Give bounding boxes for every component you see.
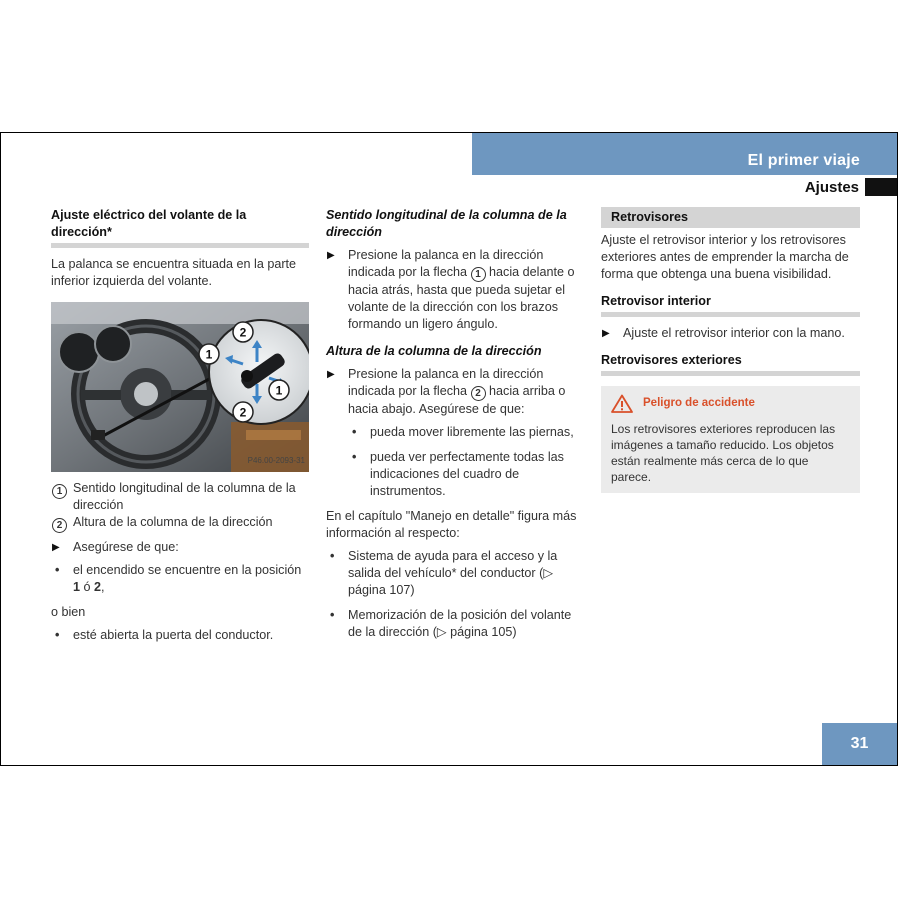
column-1 <box>51 207 309 652</box>
legend-number-1: 1 <box>52 484 67 499</box>
legend-number-2: 2 <box>52 518 67 533</box>
action-height-post: hacia arriba o hacia abajo. Asegúrese de que: <box>348 384 566 416</box>
bullet-instruments-text: pueda ver perfectamente todas las indicaciones del cuadro de instrumentos. <box>370 450 564 498</box>
page-number: 31 <box>822 723 897 765</box>
action-check <box>51 539 309 556</box>
action-interior-mirror <box>601 325 860 342</box>
section-tab-marker <box>865 178 897 196</box>
bullet-dot-icon: • <box>330 549 335 563</box>
legend-item-1 <box>51 480 309 514</box>
ref-entry-assist <box>326 548 583 599</box>
bullet-dot-icon: • <box>352 450 357 464</box>
triangle-right-icon: ▶ <box>327 369 335 380</box>
mirrors-text: Ajuste el retrovisor interior y los retrovisores exteriores antes de emprender la marcha de forma que obtenga una buena visibilidad. <box>601 233 849 281</box>
bullet-door <box>51 627 309 644</box>
warning-text: Los retrovisores exteriores reproducen las imágenes a tamaño reducido. Los objetos están realmente más cerca de lo que parece. <box>611 422 836 484</box>
or-text: o bien <box>51 605 86 619</box>
bullet-instruments <box>348 449 583 500</box>
arrow-number-2: 2 <box>471 386 486 401</box>
arrow-number-1: 1 <box>471 267 486 282</box>
bullet-dot-icon: • <box>55 628 60 642</box>
callout-1-right-label: 1 <box>275 383 283 398</box>
action-height <box>326 366 583 418</box>
action-longitudinal-pre: Presione la palanca en la dirección indicada por la flecha <box>348 248 544 279</box>
bullet-ignition-pre: el encendido se encuentre en la posición <box>73 563 302 577</box>
warning-triangle-icon <box>611 394 633 413</box>
heading-exterior-mirrors: Retrovisores exteriores <box>601 352 860 376</box>
legend-text-2: Altura de la columna de la dirección <box>73 515 273 529</box>
column-3 <box>601 207 860 493</box>
bullet-ignition <box>51 562 309 596</box>
callout-2-bottom <box>233 402 253 422</box>
manual-page <box>0 132 898 766</box>
heading-interior-mirror: Retrovisor interior <box>601 293 860 317</box>
action-height-pre: Presione la palanca en la dirección indicada por la flecha <box>348 367 544 398</box>
action-interior-mirror-text: Ajuste el retrovisor interior con la mano. <box>623 326 845 340</box>
heading-height: Altura de la columna de la dirección <box>326 344 542 358</box>
action-longitudinal-post: hacia delante o hacia atrás, hasta que pueda sujetar el volante de la dirección con los brazos formando un ligero ángulo. <box>348 265 575 331</box>
heading-steering-adjust: Ajuste eléctrico del volante de la dirección* <box>51 207 309 248</box>
callout-2-bottom-label: 2 <box>239 405 247 420</box>
action-check-text: Asegúrese de que: <box>73 540 179 554</box>
callout-1-right <box>269 380 289 400</box>
ignition-position-2: 2 <box>94 580 102 594</box>
triangle-right-icon: ▶ <box>327 250 335 261</box>
section-title: Ajustes <box>804 179 859 196</box>
intro-text: La palanca se encuentra situada en la parte inferior izquierda del volante. <box>51 257 297 288</box>
bullet-dot-icon: • <box>352 425 357 439</box>
warning-title: Peligro de accidente <box>643 397 755 409</box>
heading-mirrors: Retrovisores <box>601 207 860 228</box>
bullet-ignition-mid: ó <box>80 580 95 594</box>
legend-item-2 <box>51 514 309 531</box>
bullet-dot-icon: • <box>330 608 335 622</box>
callout-1-left <box>199 344 219 364</box>
action-longitudinal <box>326 247 583 333</box>
ref-memory <box>326 607 583 641</box>
bullet-legs-text: pueda mover libremente las piernas, <box>370 425 574 439</box>
photo-code: P46.00-2093-31 <box>247 456 305 465</box>
more-info-text: En el capítulo "Manejo en detalle" figura más información al respecto: <box>326 509 577 540</box>
callout-2-top-label: 2 <box>239 325 247 340</box>
ref-memory-text: Memorización de la posición del volante de la dirección (▷ página 105) <box>348 608 572 639</box>
ignition-position-1: 1 <box>73 580 81 594</box>
legend-text-1: Sentido longitudinal de la columna de la dirección <box>73 481 296 512</box>
ref-entry-assist-text: Sistema de ayuda para el acceso y la salida del vehículo* del conductor (▷ página 107) <box>348 549 558 597</box>
chapter-header-bar <box>472 133 898 175</box>
column-2 <box>326 207 583 649</box>
heading-longitudinal: Sentido longitudinal de la columna de la dirección <box>326 208 567 239</box>
triangle-right-icon: ▶ <box>602 328 610 339</box>
bullet-door-text: esté abierta la puerta del conductor. <box>73 628 274 642</box>
chapter-title: El primer viaje <box>747 152 860 169</box>
triangle-right-icon: ▶ <box>52 542 60 553</box>
bullet-ignition-post: , <box>101 580 105 594</box>
bullet-legs <box>348 424 583 441</box>
bullet-dot-icon: • <box>55 563 60 577</box>
callout-2-top <box>233 322 253 342</box>
warning-box <box>601 386 860 493</box>
steering-photo <box>51 302 309 472</box>
callout-1-left-label: 1 <box>205 347 213 362</box>
steering-illustration <box>51 302 309 472</box>
